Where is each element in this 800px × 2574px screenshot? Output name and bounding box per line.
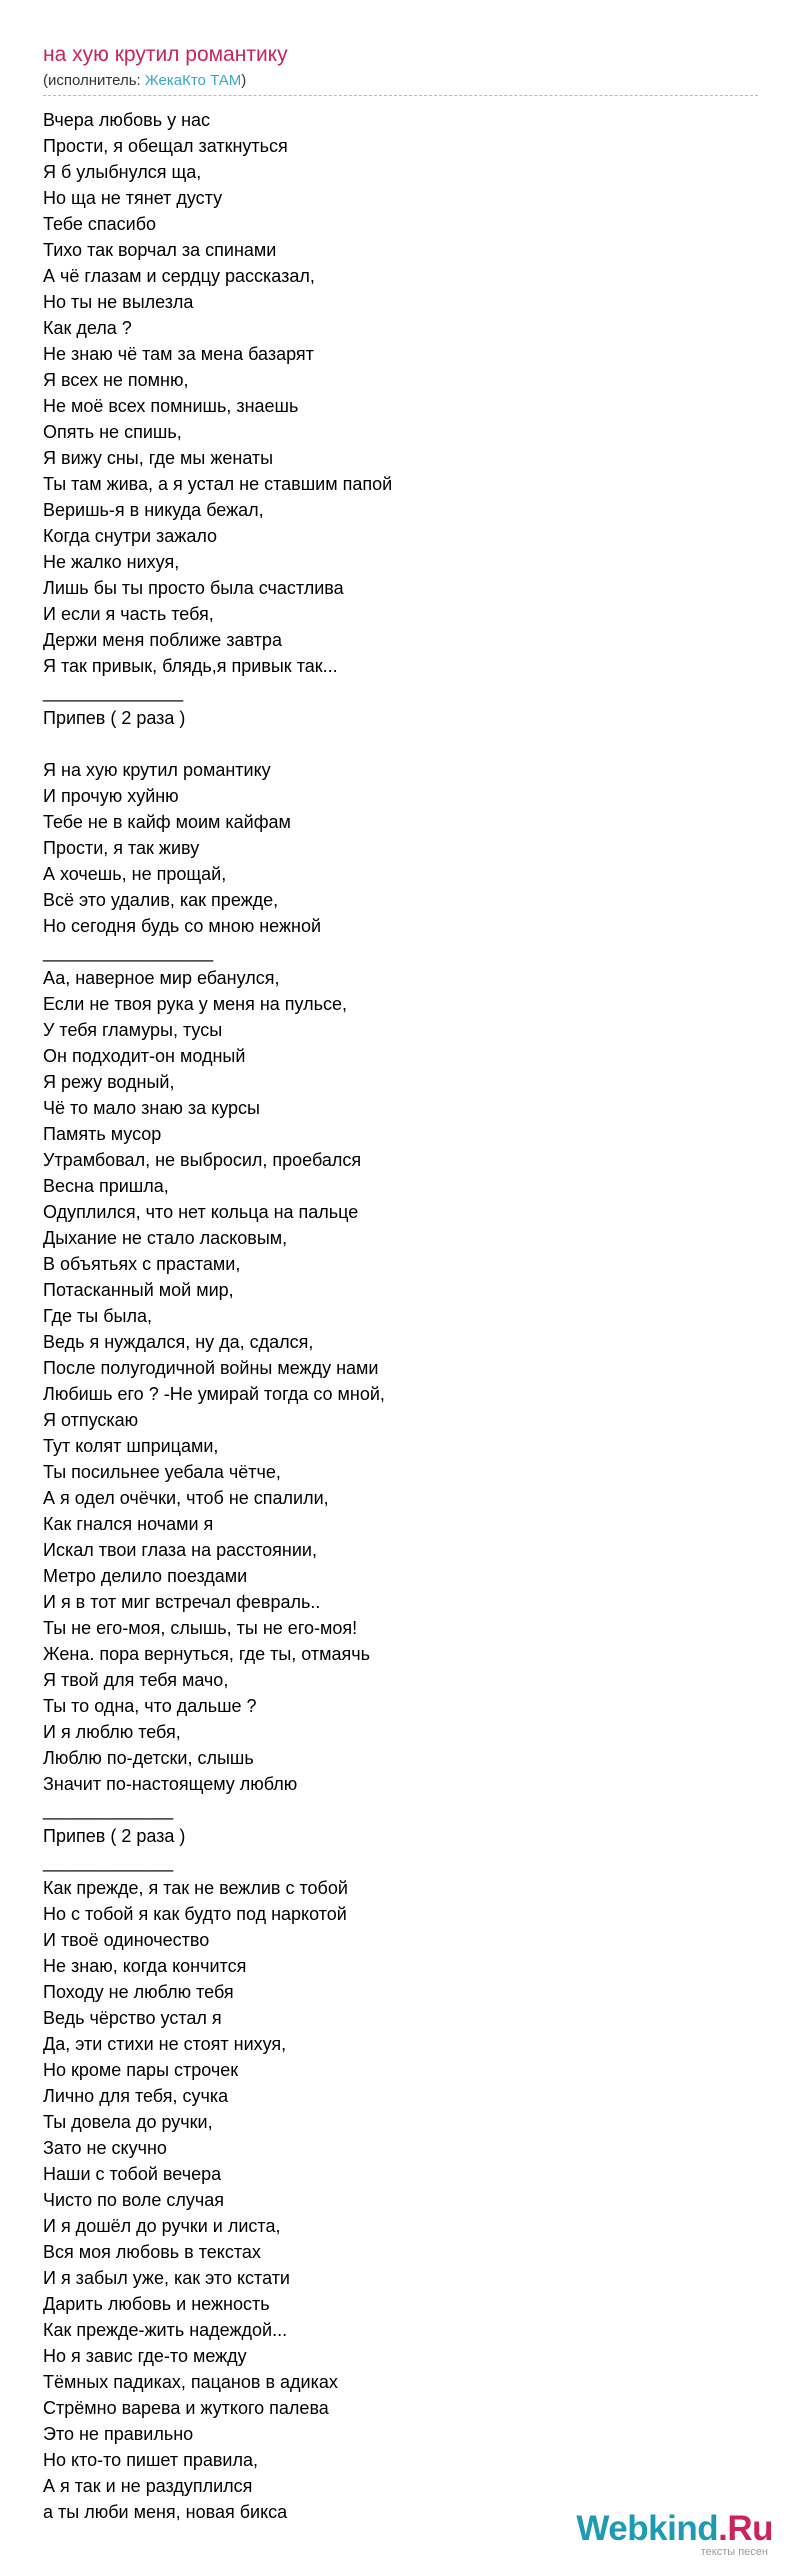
lyric-line: Ты там жива, а я устал не ставшим папой bbox=[43, 474, 393, 494]
lyric-line: Вся моя любовь в текстах bbox=[43, 2242, 261, 2262]
lyric-line: Тихо так ворчал за спинами bbox=[43, 240, 277, 260]
lyric-line: Потасканный мой мир, bbox=[43, 1280, 234, 1300]
lyric-line: Память мусор bbox=[43, 1124, 162, 1144]
lyric-line: Любишь его ? -Не умирай тогда со мной, bbox=[43, 1384, 385, 1404]
lyric-line: Жена. пора вернуться, где ты, отмаячь bbox=[43, 1644, 371, 1664]
lyric-line: И твоё одиночество bbox=[43, 1930, 210, 1950]
lyric-line: Ты то одна, что дальше ? bbox=[43, 1696, 257, 1716]
lyric-line: А чё глазам и сердцу рассказал, bbox=[43, 266, 315, 286]
lyric-line: В объятьях с прастами, bbox=[43, 1254, 241, 1274]
lyric-line: Припев ( 2 раза ) bbox=[43, 708, 186, 728]
lyric-line: А хочешь, не прощай, bbox=[43, 864, 227, 884]
lyric-line: Это не правильно bbox=[43, 2424, 194, 2444]
lyric-line: Опять не спишь, bbox=[43, 422, 182, 442]
header-divider bbox=[43, 95, 758, 96]
lyric-line: Одуплился, что нет кольца на пальце bbox=[43, 1202, 359, 1222]
lyric-line: Вчера любовь у нас bbox=[43, 110, 211, 130]
lyric-line: Лишь бы ты просто была счастлива bbox=[43, 578, 344, 598]
lyric-line: Как прежде, я так не вежлив с тобой bbox=[43, 1878, 348, 1898]
lyric-line: Где ты была, bbox=[43, 1306, 153, 1326]
artist-link[interactable]: ЖекаКто ТАМ bbox=[144, 72, 242, 89]
lyric-line: Люблю по-детски, слышь bbox=[43, 1748, 254, 1768]
logo-tagline: тексты песен bbox=[700, 2546, 768, 2558]
lyric-line: Но кроме пары строчек bbox=[43, 2060, 239, 2080]
lyric-line: Ты довела до ручки, bbox=[43, 2112, 213, 2132]
lyric-line: Ведь я нуждался, ну да, сдался, bbox=[43, 1332, 314, 1352]
lyric-line: Я вижу сны, где мы женаты bbox=[43, 448, 274, 468]
lyric-line: Не жалко нихуя, bbox=[43, 552, 180, 572]
lyric-line: Припев ( 2 раза ) bbox=[43, 1826, 186, 1846]
lyric-line: Я твой для тебя мачо, bbox=[43, 1670, 229, 1690]
lyric-line: И если я часть тебя, bbox=[43, 604, 214, 624]
lyric-line: Я всех не помню, bbox=[43, 370, 189, 390]
lyric-line: Держи меня поближе завтра bbox=[43, 630, 282, 650]
lyric-line: Метро делило поездами bbox=[43, 1566, 248, 1586]
lyric-line: А я так и не раздуплился bbox=[43, 2476, 253, 2496]
lyric-line: Как прежде-жить надеждой... bbox=[43, 2320, 288, 2340]
lyric-line: Если не твоя рука у меня на пульсе, bbox=[43, 994, 348, 1014]
lyric-line: Но кто-то пишет правила, bbox=[43, 2450, 258, 2470]
lyric-line: И я дошёл до ручки и листа, bbox=[43, 2216, 281, 2236]
lyric-line: И я забыл уже, как это кстати bbox=[43, 2268, 290, 2288]
lyric-line: А я одел очёчки, чтоб не спалили, bbox=[43, 1488, 329, 1508]
artist-byline bbox=[43, 72, 246, 90]
lyric-line: Я отпускаю bbox=[43, 1410, 139, 1430]
lyric-line: Тебе не в кайф моим кайфам bbox=[43, 812, 291, 832]
logo-wordmark bbox=[576, 2510, 773, 2548]
lyric-line: Прости, я так живу bbox=[43, 838, 200, 858]
lyric-line: Да, эти стихи не стоят нихуя, bbox=[43, 2034, 287, 2054]
lyric-line: Но ща не тянет дусту bbox=[43, 188, 223, 208]
lyric-line: Значит по-настоящему люблю bbox=[43, 1774, 298, 1794]
lyric-line: Аа, наверное мир ебанулся, bbox=[43, 968, 280, 988]
lyric-line: _____________ bbox=[43, 1852, 174, 1872]
lyric-line: Тёмных падиках, пацанов в адиках bbox=[43, 2372, 338, 2392]
lyric-line: Зато не скучно bbox=[43, 2138, 167, 2158]
lyric-line: Тут колят шприцами, bbox=[43, 1436, 219, 1456]
lyric-line bbox=[43, 731, 763, 757]
lyric-line: _____________ bbox=[43, 1800, 174, 1820]
lyric-line: Наши с тобой вечера bbox=[43, 2164, 222, 2184]
lyric-line: Он подходит-он модный bbox=[43, 1046, 246, 1066]
lyric-line: Дыхание не стало ласковым, bbox=[43, 1228, 288, 1248]
lyric-line: Ведь чёрство устал я bbox=[43, 2008, 222, 2028]
lyric-line: У тебя гламуры, тусы bbox=[43, 1020, 223, 1040]
lyric-line: Ты посильнее уебала чётче, bbox=[43, 1462, 281, 1482]
lyric-line: Искал твои глаза на расстоянии, bbox=[43, 1540, 317, 1560]
site-logo[interactable] bbox=[573, 2510, 773, 2560]
lyric-line: Но я завис где-то между bbox=[43, 2346, 247, 2366]
lyric-line: Веришь-я в никуда бежал, bbox=[43, 500, 264, 520]
lyric-line: Походу не люблю тебя bbox=[43, 1982, 234, 2002]
lyric-line: Весна пришла, bbox=[43, 1176, 169, 1196]
song-title: на хую крутил романтику bbox=[43, 43, 288, 66]
lyric-line: _________________ bbox=[43, 942, 214, 962]
lyric-line: Чисто по воле случая bbox=[43, 2190, 224, 2210]
lyric-line: После полугодичной войны между нами bbox=[43, 1358, 379, 1378]
lyric-line: И прочую хуйню bbox=[43, 786, 179, 806]
lyric-line: Я так привык, блядь,я привык так... bbox=[43, 656, 338, 676]
lyric-line: Стрёмно варева и жуткого палева bbox=[43, 2398, 329, 2418]
artist-prefix: (исполнитель: bbox=[43, 72, 145, 89]
lyric-line: Я режу водный, bbox=[43, 1072, 175, 1092]
lyric-line: Всё это удалив, как прежде, bbox=[43, 890, 279, 910]
lyric-line: Я на хую крутил романтику bbox=[43, 760, 271, 780]
lyric-line: Чё то мало знаю за курсы bbox=[43, 1098, 260, 1118]
artist-suffix: ) bbox=[241, 72, 247, 89]
lyric-line: Дарить любовь и нежность bbox=[43, 2294, 270, 2314]
lyric-line: Но ты не вылезла bbox=[43, 292, 194, 312]
lyric-line: Но с тобой я как будто под наркотой bbox=[43, 1904, 347, 1924]
lyric-line: Тебе спасибо bbox=[43, 214, 157, 234]
lyric-line: Как дела ? bbox=[43, 318, 132, 338]
lyric-line: Не знаю, когда кончится bbox=[43, 1956, 247, 1976]
lyric-line: И я люблю тебя, bbox=[43, 1722, 181, 1742]
lyric-line: Не моё всех помнишь, знаешь bbox=[43, 396, 299, 416]
lyric-line: Не знаю чё там за мена базарят bbox=[43, 344, 314, 364]
lyric-line: Как гнался ночами я bbox=[43, 1514, 214, 1534]
lyric-line: а ты люби меня, новая бикса bbox=[43, 2502, 288, 2522]
lyric-line: Утрамбовал, не выбросил, проебался bbox=[43, 1150, 362, 1170]
lyric-line: Я б улыбнулся ща, bbox=[43, 162, 202, 182]
lyrics-body bbox=[43, 107, 763, 2525]
lyric-line: И я в тот миг встречал февраль.. bbox=[43, 1592, 321, 1612]
lyric-line: Лично для тебя, сучка bbox=[43, 2086, 229, 2106]
logo-name: Webkind bbox=[576, 2509, 719, 2548]
lyric-line: Но сегодня будь со мною нежной bbox=[43, 916, 322, 936]
lyric-line: Прости, я обещал заткнуться bbox=[43, 136, 288, 156]
lyric-line: ______________ bbox=[43, 682, 184, 702]
lyric-line: Ты не его-моя, слышь, ты не его-моя! bbox=[43, 1618, 358, 1638]
lyric-line: Когда снутри зажало bbox=[43, 526, 218, 546]
logo-tld: .Ru bbox=[718, 2509, 773, 2548]
